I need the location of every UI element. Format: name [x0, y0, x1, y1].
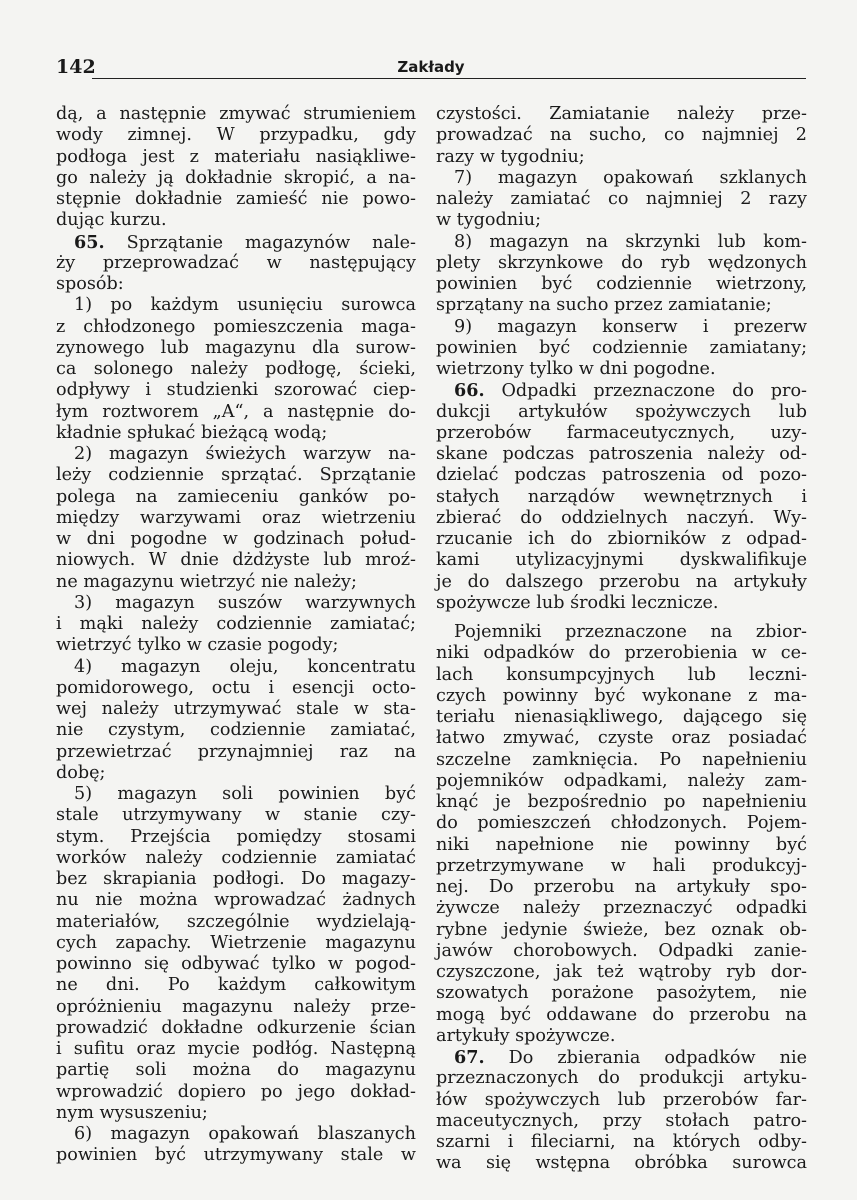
text-line: [436, 1153, 807, 1174]
text-line: [56, 997, 416, 1018]
text-line: [56, 295, 416, 316]
text-line: [436, 665, 807, 686]
line-text: stale utrzymywany w stanie czy-: [56, 805, 416, 826]
line-text: 5) magazyn soli powinien być: [74, 784, 416, 804]
text-line: [436, 104, 807, 125]
text-line: [436, 983, 807, 1004]
line-text: kami utylizacyjnymi dyskwalifikuje: [436, 550, 807, 571]
text-line: [56, 147, 416, 168]
line-text: przewietrzać przynajmniej raz na: [56, 741, 416, 762]
text-line: [56, 975, 416, 996]
text-line: [436, 253, 807, 274]
line-text: przerobów farmaceutycznych, uzy-: [436, 422, 807, 443]
line-text: go należy ją dokładnie skropić, a na-: [56, 167, 416, 188]
text-line: [436, 707, 807, 728]
text-line: [56, 168, 416, 189]
line-text: wej należy utrzymywać stale w sta-: [56, 699, 416, 719]
line-text: niki odpadków do przerobienia w ce-: [436, 643, 807, 664]
line-text: szowatych porażone pasożytem, nie: [436, 983, 807, 1004]
line-text: artykuły spożywcze.: [436, 1025, 616, 1046]
text-line: [56, 805, 416, 826]
line-text: nie czystym, codziennie zamiatać,: [56, 720, 416, 741]
text-line: [56, 890, 416, 911]
text-line: [436, 771, 807, 792]
text-line: [436, 402, 807, 423]
line-text: rybne jedynie świeże, bez oznak ob-: [436, 919, 807, 940]
line-text: przeznaczonych do produkcji artyku-: [436, 1068, 807, 1089]
page-header: [56, 56, 806, 82]
text-line: [56, 1124, 416, 1145]
line-text: 3) magazyn suszów warzywnych: [74, 592, 416, 613]
text-line: [56, 444, 416, 465]
line-text: wietrzony tylko w dni pogodne.: [436, 359, 716, 379]
text-line: [56, 614, 416, 635]
text-line: [56, 253, 416, 274]
text-line: [56, 104, 416, 125]
text-line: [436, 317, 807, 338]
text-line: [436, 898, 807, 919]
line-text: prowadzać na sucho, co najmniej 2: [436, 125, 807, 146]
line-text: rzucanie ich do zbiorników z odpad-: [436, 529, 807, 549]
line-text: stym. Przejścia pomiędzy stosami: [56, 826, 416, 847]
line-text: spożywcze lub środki lecznicze.: [436, 592, 719, 613]
text-line: [436, 813, 807, 834]
line-text: pojemników odpadkami, należy zam-: [436, 770, 807, 791]
line-text: maceutycznych, przy stołach patro-: [436, 1110, 807, 1131]
line-text: żywcze należy przeznaczyć odpadki: [436, 898, 807, 919]
text-line: [56, 402, 416, 423]
text-line: [56, 465, 416, 486]
line-text: i sufitu oraz mycie podłóg. Następną: [56, 1039, 416, 1059]
line-text: czych powinny być wykonane z ma-: [436, 685, 807, 706]
line-text: ne dni. Po każdym całkowitym: [56, 975, 416, 996]
section-number: 66.: [454, 380, 485, 402]
text-line: [436, 444, 807, 465]
text-line: [436, 1026, 807, 1047]
line-text: szczelne zamknięcia. Po napełnieniu: [436, 749, 807, 770]
line-text: niki napełnione nie powinny być: [436, 834, 807, 855]
text-line: [56, 380, 416, 401]
line-text: dzielać podczas patroszenia od pozo-: [436, 465, 807, 486]
text-line: [436, 728, 807, 749]
running-title: Zakłady: [397, 58, 465, 76]
line-text: knąć je bezpośrednio po napełnieniu: [436, 792, 807, 812]
line-text: ne magazynu wietrzyć nie należy;: [56, 571, 357, 592]
line-text: sprzątany na sucho przez zamiatanie;: [436, 295, 772, 316]
left-column: [56, 104, 416, 1167]
line-text: prowadzić dokładne odkurzenie ścian: [56, 1017, 416, 1038]
text-line: [436, 550, 807, 571]
line-text: worków należy codziennie zamiatać: [56, 847, 416, 868]
line-text: odpływy i studzienki szorować ciep-: [56, 380, 416, 401]
line-text: bez skrapiania podłogi. Do magazy-: [56, 869, 416, 889]
line-text: powinno się odbywać tylko w pogod-: [56, 954, 416, 974]
line-text: je do dalszego przerobu na artykuły: [436, 571, 807, 592]
line-text: łów spożywczych lub przerobów far-: [436, 1089, 807, 1110]
line-text: ży przeprowadzać w następujący: [56, 252, 416, 273]
text-line: [436, 210, 807, 231]
section-number: 67.: [454, 1047, 485, 1068]
line-text: wody zimnej. W przypadku, gdy: [56, 125, 416, 146]
line-text: 7) magazyn opakowań szklanych: [454, 167, 807, 188]
line-text: wa się wstępna obróbka surowca: [436, 1153, 807, 1174]
text-line: [56, 359, 416, 380]
line-text: stałych narządów wewnętrznych i: [436, 486, 807, 507]
text-line: [56, 317, 416, 338]
text-line: [56, 1082, 416, 1103]
line-text: 1) po każdym usunięciu surowca: [74, 295, 416, 316]
text-line: [436, 643, 807, 664]
text-line: [436, 359, 807, 380]
line-text: plety skrzynkowe do ryb wędzonych: [436, 252, 807, 273]
text-line: [56, 550, 416, 571]
line-text: łym roztworem „A“, a następnie do-: [56, 401, 416, 422]
text-line: [436, 295, 807, 316]
text-line: [436, 1005, 807, 1026]
line-text: szarni i fileciarni, na których odby-: [436, 1132, 807, 1152]
text-line: [436, 1047, 807, 1068]
line-text: razy w tygodniu;: [436, 146, 585, 167]
page-number: 142: [56, 56, 96, 78]
line-text: lach konsumpcyjnych lub leczni-: [436, 664, 807, 685]
text-line: [56, 593, 416, 614]
text-line: [56, 274, 416, 295]
line-text: dobę;: [56, 762, 106, 783]
text-line: [56, 699, 416, 720]
line-text: powinien być codziennie zamiatany;: [436, 337, 807, 358]
line-text: jawów chorobowych. Odpadki zanie-: [436, 940, 807, 961]
text-line: [56, 125, 416, 146]
line-text: nej. Do przerobu na artykuły spo-: [436, 877, 807, 897]
line-text: Sprzątanie magazynów nale-: [104, 232, 416, 253]
line-text: 9) magazyn konserw i prezerw: [454, 316, 807, 337]
text-line: [436, 920, 807, 941]
line-text: czystości. Zamiatanie należy prze-: [436, 104, 807, 124]
line-text: powinien być utrzymywany stale w: [56, 1145, 416, 1166]
text-line: [56, 423, 416, 444]
line-text: 4) magazyn oleju, koncentratu: [74, 656, 416, 677]
text-line: [56, 1039, 416, 1060]
line-text: nym wysuszeniu;: [56, 1102, 208, 1123]
line-text: 8) magazyn na skrzynki lub kom-: [454, 231, 807, 252]
line-text: Pojemniki przeznaczone na zbior-: [454, 622, 807, 642]
line-text: należy zamiatać co najmniej 2 razy: [436, 189, 807, 209]
text-line: [56, 933, 416, 954]
text-line: [436, 380, 807, 401]
text-line: [56, 848, 416, 869]
line-text: czyszczone, jak też wątroby ryb dor-: [436, 962, 807, 982]
text-line: [436, 232, 807, 253]
text-line: [56, 232, 416, 253]
line-text: z chłodzonego pomieszczenia maga-: [56, 316, 416, 337]
text-line: [436, 1090, 807, 1111]
text-line: [56, 572, 416, 593]
line-text: stępnie dokładnie zamieść nie powo-: [56, 189, 416, 209]
line-text: Do zbierania odpadków nie: [484, 1048, 807, 1068]
text-line: [436, 423, 807, 444]
line-text: w dni pogodne w godzinach połud-: [56, 529, 416, 549]
text-line: [56, 954, 416, 975]
text-line: [436, 1068, 807, 1089]
text-line: [56, 1018, 416, 1039]
right-column: [436, 104, 807, 1175]
line-text: podłoga jest z materiału nasiąkliwe-: [56, 146, 416, 167]
text-line: [56, 678, 416, 699]
text-line: [56, 338, 416, 359]
line-text: w tygodniu;: [436, 210, 541, 231]
text-line: [56, 635, 416, 656]
text-line: [436, 835, 807, 856]
text-line: [436, 962, 807, 983]
line-text: ca solonego należy podłogę, ścieki,: [56, 359, 416, 379]
text-line: [56, 1103, 416, 1124]
line-text: i mąki należy codziennie zamiatać;: [56, 614, 416, 634]
line-text: zbierać do oddzielnych naczyń. Wy-: [436, 507, 807, 528]
text-line: [56, 1145, 416, 1166]
text-line: [56, 827, 416, 848]
line-text: dukcji artykułów spożywczych lub: [436, 401, 807, 422]
text-line: [56, 763, 416, 784]
text-line: [56, 508, 416, 529]
line-text: sposób:: [56, 274, 124, 294]
text-line: [56, 784, 416, 805]
line-text: 2) magazyn świeżych warzyw na-: [74, 444, 416, 464]
header-rule: [92, 78, 806, 79]
line-text: dą, a następnie zmywać strumieniem: [56, 104, 416, 124]
text-line: [436, 941, 807, 962]
line-text: niowych. W dnie dżdżyste lub mroź-: [56, 550, 416, 571]
text-line: [436, 189, 807, 210]
text-line: [436, 125, 807, 146]
text-line: [436, 338, 807, 359]
line-text: polega na zamieceniu ganków po-: [56, 486, 416, 507]
text-line: [436, 572, 807, 593]
text-line: [436, 1111, 807, 1132]
text-line: [436, 686, 807, 707]
text-line: [56, 189, 416, 210]
line-text: wprowadzić dopiero po jego dokład-: [56, 1081, 416, 1102]
line-text: wietrzyć tylko w czasie pogody;: [56, 635, 339, 656]
line-text: dując kurzu.: [56, 210, 167, 231]
text-line: [436, 877, 807, 898]
text-line: [436, 593, 807, 614]
line-text: nu nie można wprowadzać żadnych: [56, 890, 416, 911]
section-number: 65.: [74, 231, 105, 253]
text-line: [56, 487, 416, 508]
text-line: [436, 856, 807, 877]
line-text: leży codziennie sprzątać. Sprzątanie: [56, 465, 416, 486]
line-text: pomidorowego, octu i esencji octo-: [56, 677, 416, 698]
text-line: [56, 912, 416, 933]
line-text: między warzywami oraz wietrzeniu: [56, 507, 416, 528]
text-line: [436, 792, 807, 813]
text-line: [56, 742, 416, 763]
line-text: łatwo zmywać, czyste oraz posiadać: [436, 728, 807, 749]
line-text: kładnie spłukać bieżącą wodą;: [56, 422, 328, 443]
line-text: mogą być oddawane do przerobu na: [436, 1004, 807, 1025]
text-line: [436, 622, 807, 643]
line-text: materiałów, szczególnie wydzielają-: [56, 911, 416, 932]
line-text: teriału nienasiąkliwego, dającego się: [436, 707, 807, 727]
line-text: do pomieszczeń chłodzonych. Pojem-: [436, 813, 807, 834]
line-text: 6) magazyn opakowań blaszanych: [74, 1124, 416, 1144]
line-text: opróżnieniu magazynu należy prze-: [56, 996, 416, 1017]
line-text: skane podczas patroszenia należy od-: [436, 444, 807, 464]
line-text: powinien być codziennie wietrzony,: [436, 274, 807, 294]
text-line: [56, 529, 416, 550]
line-text: partię soli można do magazynu: [56, 1060, 416, 1081]
text-line: [436, 147, 807, 168]
line-text: zynowego lub magazynu dla surow-: [56, 337, 416, 358]
text-line: [436, 508, 807, 529]
line-text: cych zapachy. Wietrzenie magazynu: [56, 932, 416, 953]
text-line: [56, 869, 416, 890]
text-line: [436, 750, 807, 771]
text-line: [56, 210, 416, 231]
line-text: przetrzymywane w hali produkcyj-: [436, 855, 807, 876]
text-line: [436, 487, 807, 508]
text-line: [436, 465, 807, 486]
text-line: [436, 274, 807, 295]
text-line: [56, 1060, 416, 1081]
line-text: Odpadki przeznaczone do pro-: [484, 381, 807, 402]
text-line: [56, 657, 416, 678]
text-line: [436, 1132, 807, 1153]
text-line: [436, 529, 807, 550]
text-line: [436, 168, 807, 189]
text-line: [56, 720, 416, 741]
